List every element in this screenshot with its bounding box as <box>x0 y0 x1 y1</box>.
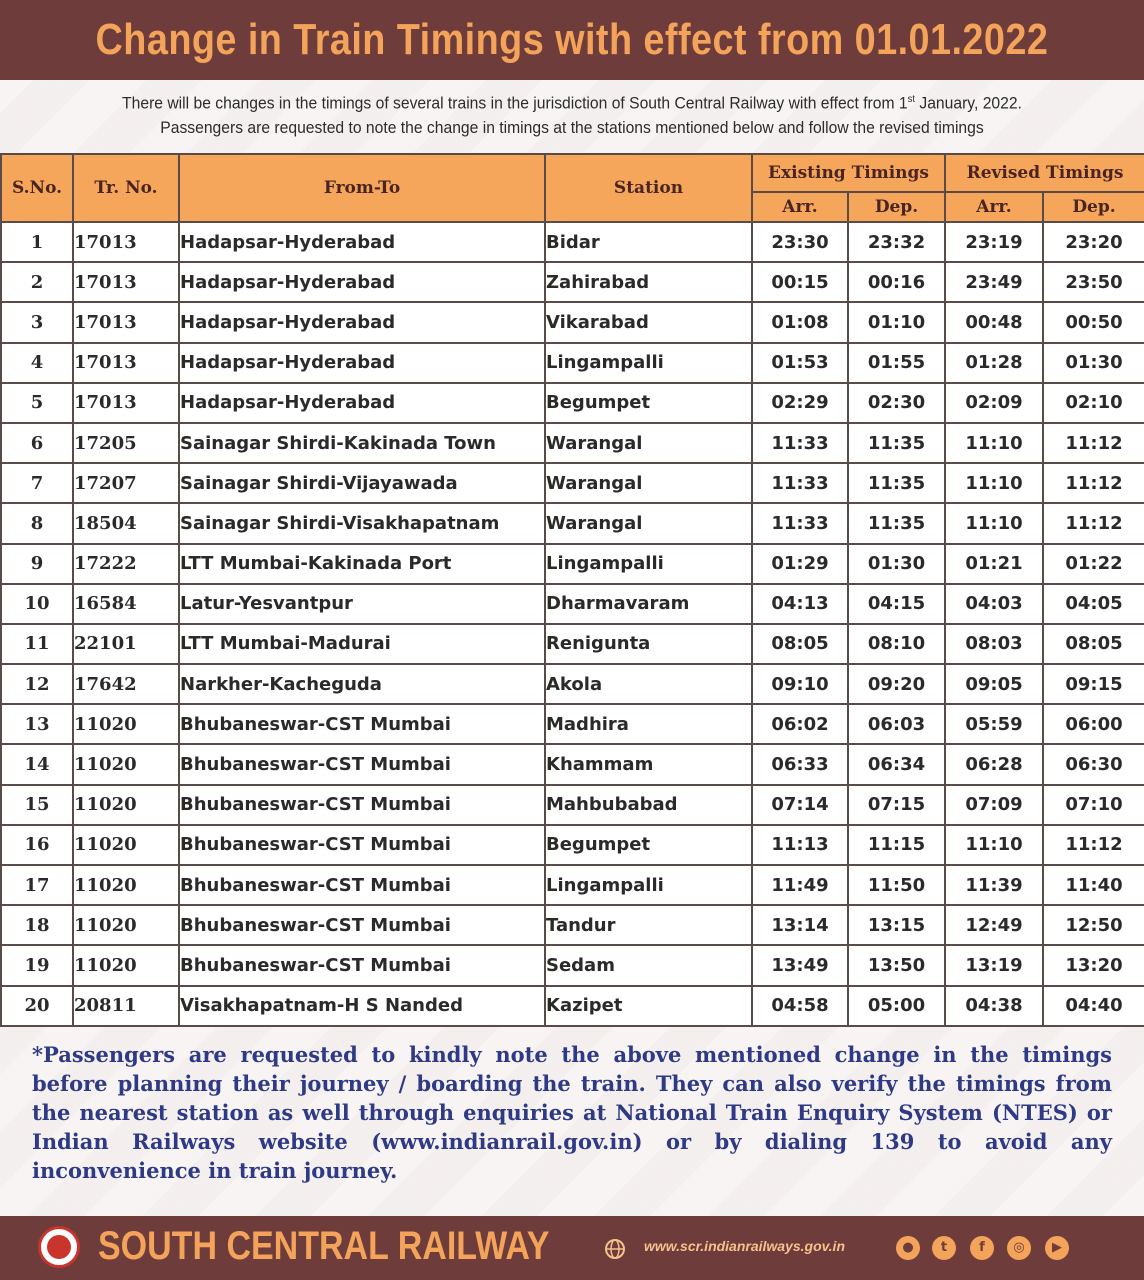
cell-train-no: 16584 <box>73 584 179 624</box>
cell-station: Warangal <box>545 423 752 463</box>
table-row <box>1 262 1144 302</box>
cell-sno: 14 <box>1 744 73 784</box>
cell-station: Dharmavaram <box>545 584 752 624</box>
cell-train-no: 17205 <box>73 423 179 463</box>
table-row <box>1 986 1144 1026</box>
header-existing-arr: Arr. <box>752 192 848 222</box>
header-sno: S.No. <box>1 154 73 222</box>
cell-station: Madhira <box>545 704 752 744</box>
table-row <box>1 664 1144 704</box>
cell-station: Warangal <box>545 463 752 503</box>
intro-superscript: st <box>907 94 916 105</box>
cell-revised-arr: 07:09 <box>945 785 1043 825</box>
cell-revised-dep: 06:30 <box>1043 744 1144 784</box>
cell-from-to: Latur-Yesvantpur <box>179 584 545 624</box>
intro-line-1-text: There will be changes in the timings of several trains in the jurisdiction of South Central Railway with effect from 1 <box>122 94 908 113</box>
cell-revised-dep: 01:22 <box>1043 544 1144 584</box>
cell-revised-arr: 11:10 <box>945 503 1043 543</box>
cell-station: Lingampalli <box>545 544 752 584</box>
cell-from-to: LTT Mumbai-Kakinada Port <box>179 544 545 584</box>
footer-bar <box>0 1216 1144 1280</box>
page-title: Change in Train Timings with effect from 01.01.2022 <box>95 15 1049 64</box>
cell-existing-dep: 13:50 <box>848 945 945 985</box>
cell-revised-dep: 11:12 <box>1043 503 1144 543</box>
cell-revised-arr: 11:10 <box>945 463 1043 503</box>
intro-text <box>0 88 1144 140</box>
cell-existing-dep: 04:15 <box>848 584 945 624</box>
cell-existing-arr: 11:33 <box>752 463 848 503</box>
table-row <box>1 343 1144 383</box>
table-row <box>1 785 1144 825</box>
table-row <box>1 544 1144 584</box>
cell-sno: 9 <box>1 544 73 584</box>
cell-existing-dep: 11:50 <box>848 865 945 905</box>
cell-existing-arr: 13:14 <box>752 905 848 945</box>
cell-existing-arr: 11:13 <box>752 825 848 865</box>
header-revised-arr: Arr. <box>945 192 1043 222</box>
cell-revised-dep: 12:50 <box>1043 905 1144 945</box>
cell-revised-dep: 04:40 <box>1043 986 1144 1026</box>
cell-station: Begumpet <box>545 825 752 865</box>
cell-revised-arr: 06:28 <box>945 744 1043 784</box>
cell-existing-arr: 01:53 <box>752 343 848 383</box>
cell-existing-dep: 01:10 <box>848 302 945 342</box>
twitter-icon[interactable]: t <box>932 1236 956 1260</box>
cell-station: Lingampalli <box>545 865 752 905</box>
cell-from-to: Sainagar Shirdi-Kakinada Town <box>179 423 545 463</box>
cell-station: Sedam <box>545 945 752 985</box>
cell-sno: 17 <box>1 865 73 905</box>
cell-sno: 13 <box>1 704 73 744</box>
cell-from-to: Hadapsar-Hyderabad <box>179 222 545 262</box>
cell-revised-dep: 08:05 <box>1043 624 1144 664</box>
timings-table <box>0 153 1144 1027</box>
footer-brand: SOUTH CENTRAL RAILWAY <box>98 1224 550 1268</box>
cell-sno: 8 <box>1 503 73 543</box>
website-link[interactable]: www.scr.indianrailways.gov.in <box>644 1238 845 1254</box>
table-row <box>1 865 1144 905</box>
cell-existing-dep: 08:10 <box>848 624 945 664</box>
cell-existing-arr: 11:33 <box>752 503 848 543</box>
cell-revised-arr: 04:38 <box>945 986 1043 1026</box>
cell-revised-dep: 04:05 <box>1043 584 1144 624</box>
cell-existing-dep: 00:16 <box>848 262 945 302</box>
cell-existing-dep: 07:15 <box>848 785 945 825</box>
cell-existing-dep: 11:35 <box>848 463 945 503</box>
cell-existing-dep: 11:15 <box>848 825 945 865</box>
cell-revised-dep: 13:20 <box>1043 945 1144 985</box>
cell-existing-arr: 00:15 <box>752 262 848 302</box>
cell-sno: 1 <box>1 222 73 262</box>
cell-from-to: Hadapsar-Hyderabad <box>179 302 545 342</box>
table-row <box>1 423 1144 463</box>
table-row <box>1 584 1144 624</box>
table-row <box>1 624 1144 664</box>
cell-train-no: 11020 <box>73 704 179 744</box>
cell-train-no: 17207 <box>73 463 179 503</box>
facebook-icon[interactable]: f <box>970 1236 994 1260</box>
cell-sno: 10 <box>1 584 73 624</box>
cell-existing-arr: 04:58 <box>752 986 848 1026</box>
table-row <box>1 704 1144 744</box>
cell-from-to: Sainagar Shirdi-Visakhapatnam <box>179 503 545 543</box>
cell-revised-arr: 23:49 <box>945 262 1043 302</box>
cell-train-no: 11020 <box>73 865 179 905</box>
table-row <box>1 463 1144 503</box>
cell-from-to: Sainagar Shirdi-Vijayawada <box>179 463 545 503</box>
cell-sno: 12 <box>1 664 73 704</box>
cell-existing-dep: 11:35 <box>848 503 945 543</box>
cell-existing-arr: 11:33 <box>752 423 848 463</box>
cell-existing-dep: 01:55 <box>848 343 945 383</box>
cell-from-to: LTT Mumbai-Madurai <box>179 624 545 664</box>
cell-station: Vikarabad <box>545 302 752 342</box>
cell-existing-dep: 02:30 <box>848 383 945 423</box>
cell-revised-arr: 08:03 <box>945 624 1043 664</box>
table-row <box>1 825 1144 865</box>
cell-revised-dep: 23:20 <box>1043 222 1144 262</box>
koo-icon[interactable]: ● <box>896 1236 920 1260</box>
cell-sno: 11 <box>1 624 73 664</box>
header-train-no: Tr. No. <box>73 154 179 222</box>
cell-existing-arr: 08:05 <box>752 624 848 664</box>
cell-sno: 2 <box>1 262 73 302</box>
cell-train-no: 17013 <box>73 383 179 423</box>
passenger-note: *Passengers are requested to kindly note the above mentioned change in the timings before planning their journey / boarding the train. They can also verify the timings from the nearest station as well through enquiries at National Train Enquiry System (NTES) or Indian Railways website (www.indianrail.gov.in) or by dialing 139 to avoid any inconvenience in train journey. <box>32 1042 1112 1183</box>
cell-existing-dep: 13:15 <box>848 905 945 945</box>
header-from-to: From-To <box>179 154 545 222</box>
cell-train-no: 17013 <box>73 262 179 302</box>
header-revised-timings: Revised Timings <box>945 154 1144 192</box>
cell-station: Begumpet <box>545 383 752 423</box>
cell-train-no: 11020 <box>73 785 179 825</box>
cell-existing-arr: 06:33 <box>752 744 848 784</box>
cell-train-no: 20811 <box>73 986 179 1026</box>
cell-sno: 19 <box>1 945 73 985</box>
cell-existing-dep: 11:35 <box>848 423 945 463</box>
cell-existing-dep: 06:03 <box>848 704 945 744</box>
cell-revised-dep: 11:12 <box>1043 825 1144 865</box>
cell-from-to: Bhubaneswar-CST Mumbai <box>179 865 545 905</box>
cell-existing-dep: 09:20 <box>848 664 945 704</box>
cell-from-to: Bhubaneswar-CST Mumbai <box>179 744 545 784</box>
cell-train-no: 17013 <box>73 343 179 383</box>
cell-from-to: Narkher-Kacheguda <box>179 664 545 704</box>
table-row <box>1 744 1144 784</box>
cell-station: Bidar <box>545 222 752 262</box>
cell-station: Khammam <box>545 744 752 784</box>
cell-from-to: Hadapsar-Hyderabad <box>179 262 545 302</box>
cell-station: Tandur <box>545 905 752 945</box>
cell-revised-arr: 05:59 <box>945 704 1043 744</box>
cell-revised-dep: 11:12 <box>1043 423 1144 463</box>
cell-sno: 7 <box>1 463 73 503</box>
intro-line-1 <box>29 88 1116 116</box>
cell-existing-dep: 23:32 <box>848 222 945 262</box>
cell-revised-arr: 11:10 <box>945 423 1043 463</box>
cell-from-to: Bhubaneswar-CST Mumbai <box>179 825 545 865</box>
cell-existing-arr: 02:29 <box>752 383 848 423</box>
cell-existing-arr: 07:14 <box>752 785 848 825</box>
cell-station: Mahbubabad <box>545 785 752 825</box>
cell-train-no: 17013 <box>73 302 179 342</box>
cell-station: Zahirabad <box>545 262 752 302</box>
cell-existing-arr: 01:29 <box>752 544 848 584</box>
cell-sno: 16 <box>1 825 73 865</box>
globe-icon <box>604 1238 626 1260</box>
cell-sno: 3 <box>1 302 73 342</box>
cell-revised-arr: 09:05 <box>945 664 1043 704</box>
cell-existing-arr: 09:10 <box>752 664 848 704</box>
intro-line-2: Passengers are requested to note the change in timings at the stations mentioned below and follow the revised timings <box>160 118 984 137</box>
cell-train-no: 17013 <box>73 222 179 262</box>
header-existing-timings: Existing Timings <box>752 154 945 192</box>
cell-existing-arr: 23:30 <box>752 222 848 262</box>
header-station: Station <box>545 154 752 222</box>
cell-revised-dep: 11:12 <box>1043 463 1144 503</box>
cell-existing-arr: 13:49 <box>752 945 848 985</box>
cell-revised-dep: 23:50 <box>1043 262 1144 302</box>
railway-logo-icon <box>38 1226 80 1268</box>
youtube-icon[interactable]: ▶ <box>1045 1236 1069 1260</box>
cell-revised-dep: 01:30 <box>1043 343 1144 383</box>
cell-revised-dep: 02:10 <box>1043 383 1144 423</box>
cell-revised-arr: 04:03 <box>945 584 1043 624</box>
cell-from-to: Hadapsar-Hyderabad <box>179 383 545 423</box>
table-row <box>1 945 1144 985</box>
table-row <box>1 222 1144 262</box>
cell-from-to: Bhubaneswar-CST Mumbai <box>179 905 545 945</box>
table-row <box>1 302 1144 342</box>
cell-train-no: 11020 <box>73 945 179 985</box>
cell-from-to: Bhubaneswar-CST Mumbai <box>179 704 545 744</box>
cell-sno: 18 <box>1 905 73 945</box>
cell-train-no: 11020 <box>73 744 179 784</box>
cell-station: Lingampalli <box>545 343 752 383</box>
cell-revised-dep: 06:00 <box>1043 704 1144 744</box>
cell-revised-arr: 23:19 <box>945 222 1043 262</box>
cell-train-no: 11020 <box>73 825 179 865</box>
cell-station: Akola <box>545 664 752 704</box>
table-row <box>1 383 1144 423</box>
cell-sno: 5 <box>1 383 73 423</box>
cell-from-to: Visakhapatnam-H S Nanded <box>179 986 545 1026</box>
cell-existing-arr: 06:02 <box>752 704 848 744</box>
cell-existing-arr: 04:13 <box>752 584 848 624</box>
cell-train-no: 17222 <box>73 544 179 584</box>
cell-revised-arr: 01:28 <box>945 343 1043 383</box>
header-revised-dep: Dep. <box>1043 192 1144 222</box>
cell-train-no: 11020 <box>73 905 179 945</box>
cell-revised-dep: 09:15 <box>1043 664 1144 704</box>
title-banner <box>0 0 1144 80</box>
cell-revised-arr: 02:09 <box>945 383 1043 423</box>
cell-sno: 20 <box>1 986 73 1026</box>
intro-line-1-end: January, 2022. <box>915 94 1022 113</box>
cell-train-no: 18504 <box>73 503 179 543</box>
cell-train-no: 22101 <box>73 624 179 664</box>
cell-revised-dep: 07:10 <box>1043 785 1144 825</box>
cell-revised-arr: 12:49 <box>945 905 1043 945</box>
table-row <box>1 905 1144 945</box>
cell-sno: 4 <box>1 343 73 383</box>
cell-revised-arr: 01:21 <box>945 544 1043 584</box>
cell-sno: 6 <box>1 423 73 463</box>
cell-revised-arr: 11:10 <box>945 825 1043 865</box>
cell-existing-dep: 01:30 <box>848 544 945 584</box>
cell-existing-arr: 01:08 <box>752 302 848 342</box>
cell-sno: 15 <box>1 785 73 825</box>
cell-revised-arr: 13:19 <box>945 945 1043 985</box>
instagram-icon[interactable]: ◎ <box>1007 1236 1031 1260</box>
cell-revised-arr: 11:39 <box>945 865 1043 905</box>
cell-station: Warangal <box>545 503 752 543</box>
cell-existing-dep: 05:00 <box>848 986 945 1026</box>
cell-existing-arr: 11:49 <box>752 865 848 905</box>
cell-from-to: Bhubaneswar-CST Mumbai <box>179 945 545 985</box>
cell-station: Renigunta <box>545 624 752 664</box>
cell-revised-dep: 11:40 <box>1043 865 1144 905</box>
cell-from-to: Hadapsar-Hyderabad <box>179 343 545 383</box>
table-row <box>1 503 1144 543</box>
cell-from-to: Bhubaneswar-CST Mumbai <box>179 785 545 825</box>
cell-existing-dep: 06:34 <box>848 744 945 784</box>
cell-revised-arr: 00:48 <box>945 302 1043 342</box>
cell-train-no: 17642 <box>73 664 179 704</box>
cell-revised-dep: 00:50 <box>1043 302 1144 342</box>
header-existing-dep: Dep. <box>848 192 945 222</box>
cell-station: Kazipet <box>545 986 752 1026</box>
